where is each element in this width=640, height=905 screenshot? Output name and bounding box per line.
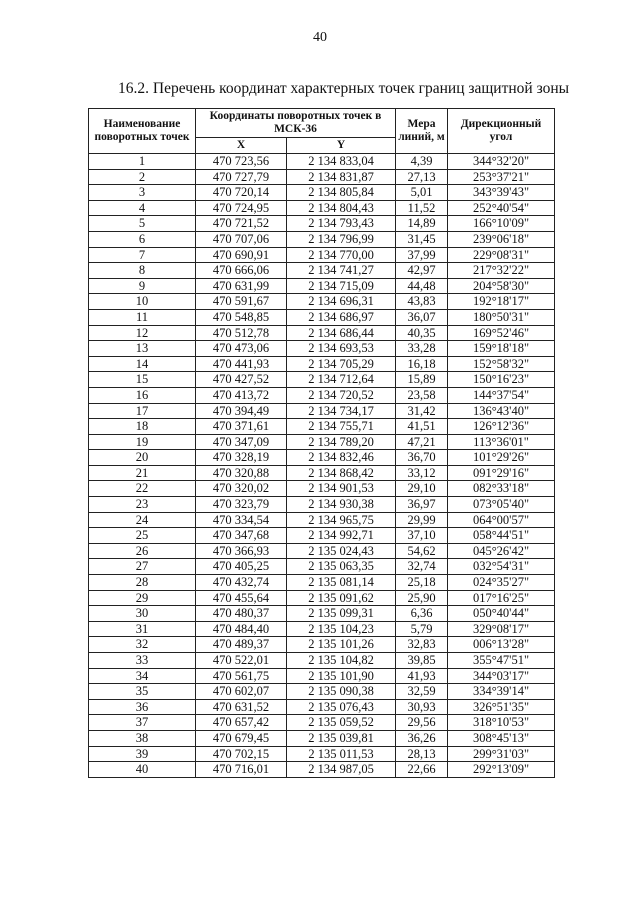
angle-cell: 169°52'46" (448, 325, 555, 341)
x-cell: 470 727,79 (196, 169, 287, 185)
y-cell: 2 134 696,31 (287, 294, 396, 310)
length-cell: 4,39 (396, 154, 448, 170)
length-cell: 43,83 (396, 294, 448, 310)
y-cell: 2 134 715,09 (287, 278, 396, 294)
x-cell: 470 405,25 (196, 559, 287, 575)
point-name-cell: 28 (89, 575, 196, 591)
angle-cell: 217°32'22" (448, 263, 555, 279)
point-name-cell: 16 (89, 387, 196, 403)
point-name-cell: 22 (89, 481, 196, 497)
x-cell: 470 716,01 (196, 762, 287, 778)
angle-cell: 318°10'53" (448, 715, 555, 731)
y-cell: 2 134 712,64 (287, 372, 396, 388)
point-name-cell: 25 (89, 528, 196, 544)
point-name-cell: 1 (89, 154, 196, 170)
table-body (89, 154, 555, 778)
angle-cell: 334°39'14" (448, 684, 555, 700)
y-cell: 2 135 076,43 (287, 699, 396, 715)
angle-cell: 229°08'31" (448, 247, 555, 263)
angle-cell: 064°00'57" (448, 512, 555, 528)
table-row (89, 154, 555, 170)
length-cell: 27,13 (396, 169, 448, 185)
table-row (89, 699, 555, 715)
table-row (89, 169, 555, 185)
angle-cell: 144°37'54" (448, 387, 555, 403)
length-cell: 6,36 (396, 606, 448, 622)
y-cell: 2 135 024,43 (287, 543, 396, 559)
point-name-cell: 10 (89, 294, 196, 310)
table-row (89, 200, 555, 216)
table-row (89, 668, 555, 684)
length-cell: 25,90 (396, 590, 448, 606)
point-name-cell: 9 (89, 278, 196, 294)
x-cell: 470 591,67 (196, 294, 287, 310)
x-cell: 470 707,06 (196, 231, 287, 247)
table-row (89, 434, 555, 450)
length-cell: 29,10 (396, 481, 448, 497)
point-name-cell: 5 (89, 216, 196, 232)
point-name-cell: 39 (89, 746, 196, 762)
point-name-cell: 34 (89, 668, 196, 684)
header-direction-angle: Дирекционный угол (448, 109, 555, 154)
header-point-name: Наименование поворотных точек (89, 109, 196, 154)
angle-cell: 329°08'17" (448, 621, 555, 637)
coordinates-table (88, 108, 555, 778)
y-cell: 2 134 705,29 (287, 356, 396, 372)
table-row (89, 419, 555, 435)
length-cell: 23,58 (396, 387, 448, 403)
x-cell: 470 473,06 (196, 341, 287, 357)
x-cell: 470 721,52 (196, 216, 287, 232)
point-name-cell: 15 (89, 372, 196, 388)
angle-cell: 180°50'31" (448, 309, 555, 325)
angle-cell: 326°51'35" (448, 699, 555, 715)
table-row (89, 684, 555, 700)
angle-cell: 239°06'18" (448, 231, 555, 247)
angle-cell: 073°05'40" (448, 497, 555, 513)
angle-cell: 136°43'40" (448, 403, 555, 419)
length-cell: 15,89 (396, 372, 448, 388)
x-cell: 470 328,19 (196, 450, 287, 466)
length-cell: 41,51 (396, 419, 448, 435)
table-row (89, 216, 555, 232)
angle-cell: 292°13'09" (448, 762, 555, 778)
x-cell: 470 702,15 (196, 746, 287, 762)
table-row (89, 621, 555, 637)
y-cell: 2 134 770,00 (287, 247, 396, 263)
angle-cell: 024°35'27" (448, 575, 555, 591)
table-row (89, 543, 555, 559)
header-y: Y (287, 138, 396, 154)
table-row (89, 450, 555, 466)
point-name-cell: 24 (89, 512, 196, 528)
length-cell: 36,70 (396, 450, 448, 466)
x-cell: 470 427,52 (196, 372, 287, 388)
page-number: 40 (313, 30, 327, 45)
table-row (89, 762, 555, 778)
length-cell: 25,18 (396, 575, 448, 591)
length-cell: 30,93 (396, 699, 448, 715)
table-row (89, 606, 555, 622)
x-cell: 470 679,45 (196, 730, 287, 746)
x-cell: 470 690,91 (196, 247, 287, 263)
table-row (89, 231, 555, 247)
point-name-cell: 4 (89, 200, 196, 216)
point-name-cell: 35 (89, 684, 196, 700)
y-cell: 2 134 930,38 (287, 497, 396, 513)
length-cell: 29,99 (396, 512, 448, 528)
table-row (89, 465, 555, 481)
point-name-cell: 32 (89, 637, 196, 653)
table-row (89, 512, 555, 528)
table-row (89, 356, 555, 372)
point-name-cell: 38 (89, 730, 196, 746)
angle-cell: 017°16'25" (448, 590, 555, 606)
y-cell: 2 134 833,04 (287, 154, 396, 170)
point-name-cell: 19 (89, 434, 196, 450)
length-cell: 32,59 (396, 684, 448, 700)
angle-cell: 299°31'03" (448, 746, 555, 762)
length-cell: 32,74 (396, 559, 448, 575)
x-cell: 470 657,42 (196, 715, 287, 731)
length-cell: 29,56 (396, 715, 448, 731)
length-cell: 33,28 (396, 341, 448, 357)
length-cell: 41,93 (396, 668, 448, 684)
point-name-cell: 37 (89, 715, 196, 731)
x-cell: 470 631,52 (196, 699, 287, 715)
angle-cell: 355°47'51" (448, 653, 555, 669)
x-cell: 470 484,40 (196, 621, 287, 637)
table-row (89, 325, 555, 341)
y-cell: 2 134 796,99 (287, 231, 396, 247)
y-cell: 2 134 805,84 (287, 185, 396, 201)
length-cell: 44,48 (396, 278, 448, 294)
x-cell: 470 320,88 (196, 465, 287, 481)
length-cell: 31,42 (396, 403, 448, 419)
angle-cell: 204°58'30" (448, 278, 555, 294)
table-row (89, 403, 555, 419)
x-cell: 470 666,06 (196, 263, 287, 279)
point-name-cell: 40 (89, 762, 196, 778)
point-name-cell: 18 (89, 419, 196, 435)
length-cell: 5,01 (396, 185, 448, 201)
angle-cell: 192°18'17" (448, 294, 555, 310)
x-cell: 470 602,07 (196, 684, 287, 700)
y-cell: 2 134 693,53 (287, 341, 396, 357)
angle-cell: 308°45'13" (448, 730, 555, 746)
point-name-cell: 20 (89, 450, 196, 466)
y-cell: 2 135 099,31 (287, 606, 396, 622)
angle-cell: 032°54'31" (448, 559, 555, 575)
x-cell: 470 480,37 (196, 606, 287, 622)
point-name-cell: 6 (89, 231, 196, 247)
section-heading: 16.2. Перечень координат характерных точек границ защитной зоны (118, 80, 570, 97)
point-name-cell: 36 (89, 699, 196, 715)
point-name-cell: 29 (89, 590, 196, 606)
length-cell: 36,07 (396, 309, 448, 325)
x-cell: 470 441,93 (196, 356, 287, 372)
y-cell: 2 135 101,26 (287, 637, 396, 653)
y-cell: 2 134 686,44 (287, 325, 396, 341)
y-cell: 2 134 868,42 (287, 465, 396, 481)
point-name-cell: 27 (89, 559, 196, 575)
angle-cell: 113°36'01" (448, 434, 555, 450)
table-row (89, 730, 555, 746)
table-row (89, 559, 555, 575)
length-cell: 11,52 (396, 200, 448, 216)
point-name-cell: 31 (89, 621, 196, 637)
y-cell: 2 135 059,52 (287, 715, 396, 731)
header-x: X (196, 138, 287, 154)
point-name-cell: 33 (89, 653, 196, 669)
x-cell: 470 512,78 (196, 325, 287, 341)
length-cell: 36,26 (396, 730, 448, 746)
length-cell: 33,12 (396, 465, 448, 481)
table-row (89, 590, 555, 606)
angle-cell: 006°13'28" (448, 637, 555, 653)
table-row (89, 481, 555, 497)
y-cell: 2 134 965,75 (287, 512, 396, 528)
x-cell: 470 347,09 (196, 434, 287, 450)
y-cell: 2 134 987,05 (287, 762, 396, 778)
x-cell: 470 394,49 (196, 403, 287, 419)
angle-cell: 150°16'23" (448, 372, 555, 388)
y-cell: 2 134 901,53 (287, 481, 396, 497)
angle-cell: 091°29'16" (448, 465, 555, 481)
point-name-cell: 8 (89, 263, 196, 279)
x-cell: 470 371,61 (196, 419, 287, 435)
table-row (89, 637, 555, 653)
angle-cell: 253°37'21" (448, 169, 555, 185)
x-cell: 470 334,54 (196, 512, 287, 528)
y-cell: 2 135 011,53 (287, 746, 396, 762)
y-cell: 2 135 091,62 (287, 590, 396, 606)
length-cell: 47,21 (396, 434, 448, 450)
y-cell: 2 135 039,81 (287, 730, 396, 746)
point-name-cell: 13 (89, 341, 196, 357)
y-cell: 2 134 992,71 (287, 528, 396, 544)
length-cell: 14,89 (396, 216, 448, 232)
y-cell: 2 135 104,23 (287, 621, 396, 637)
y-cell: 2 134 686,97 (287, 309, 396, 325)
x-cell: 470 323,79 (196, 497, 287, 513)
table-row (89, 309, 555, 325)
y-cell: 2 135 104,82 (287, 653, 396, 669)
angle-cell: 126°12'36" (448, 419, 555, 435)
table-row (89, 294, 555, 310)
point-name-cell: 2 (89, 169, 196, 185)
length-cell: 42,97 (396, 263, 448, 279)
y-cell: 2 135 081,14 (287, 575, 396, 591)
x-cell: 470 413,72 (196, 387, 287, 403)
angle-cell: 152°58'32" (448, 356, 555, 372)
header-coordinates: Координаты поворотных точек в МСК-36 (196, 109, 396, 138)
length-cell: 28,13 (396, 746, 448, 762)
y-cell: 2 134 793,43 (287, 216, 396, 232)
point-name-cell: 3 (89, 185, 196, 201)
length-cell: 36,97 (396, 497, 448, 513)
angle-cell: 159°18'18" (448, 341, 555, 357)
length-cell: 39,85 (396, 653, 448, 669)
angle-cell: 343°39'43" (448, 185, 555, 201)
length-cell: 54,62 (396, 543, 448, 559)
table-row (89, 746, 555, 762)
table-row (89, 387, 555, 403)
length-cell: 32,83 (396, 637, 448, 653)
length-cell: 37,10 (396, 528, 448, 544)
y-cell: 2 134 734,17 (287, 403, 396, 419)
table-row (89, 185, 555, 201)
length-cell: 16,18 (396, 356, 448, 372)
x-cell: 470 489,37 (196, 637, 287, 653)
angle-cell: 101°29'26" (448, 450, 555, 466)
x-cell: 470 455,64 (196, 590, 287, 606)
y-cell: 2 135 090,38 (287, 684, 396, 700)
y-cell: 2 134 720,52 (287, 387, 396, 403)
point-name-cell: 21 (89, 465, 196, 481)
table-row (89, 497, 555, 513)
x-cell: 470 723,56 (196, 154, 287, 170)
point-name-cell: 26 (89, 543, 196, 559)
point-name-cell: 14 (89, 356, 196, 372)
table-row (89, 247, 555, 263)
x-cell: 470 724,95 (196, 200, 287, 216)
x-cell: 470 522,01 (196, 653, 287, 669)
x-cell: 470 320,02 (196, 481, 287, 497)
point-name-cell: 7 (89, 247, 196, 263)
table-row (89, 653, 555, 669)
y-cell: 2 134 831,87 (287, 169, 396, 185)
point-name-cell: 17 (89, 403, 196, 419)
y-cell: 2 134 832,46 (287, 450, 396, 466)
table-row (89, 715, 555, 731)
table-row (89, 263, 555, 279)
angle-cell: 045°26'42" (448, 543, 555, 559)
x-cell: 470 561,75 (196, 668, 287, 684)
angle-cell: 082°33'18" (448, 481, 555, 497)
y-cell: 2 134 804,43 (287, 200, 396, 216)
point-name-cell: 12 (89, 325, 196, 341)
table-row (89, 575, 555, 591)
header-line-length: Мера линий, м (396, 109, 448, 154)
x-cell: 470 720,14 (196, 185, 287, 201)
angle-cell: 058°44'51" (448, 528, 555, 544)
table-row (89, 528, 555, 544)
y-cell: 2 135 063,35 (287, 559, 396, 575)
length-cell: 31,45 (396, 231, 448, 247)
angle-cell: 344°03'17" (448, 668, 555, 684)
table-row (89, 372, 555, 388)
x-cell: 470 631,99 (196, 278, 287, 294)
angle-cell: 050°40'44" (448, 606, 555, 622)
angle-cell: 344°32'20" (448, 154, 555, 170)
angle-cell: 252°40'54" (448, 200, 555, 216)
point-name-cell: 23 (89, 497, 196, 513)
length-cell: 5,79 (396, 621, 448, 637)
point-name-cell: 30 (89, 606, 196, 622)
point-name-cell: 11 (89, 309, 196, 325)
y-cell: 2 134 755,71 (287, 419, 396, 435)
length-cell: 40,35 (396, 325, 448, 341)
length-cell: 22,66 (396, 762, 448, 778)
y-cell: 2 134 789,20 (287, 434, 396, 450)
x-cell: 470 366,93 (196, 543, 287, 559)
x-cell: 470 432,74 (196, 575, 287, 591)
x-cell: 470 548,85 (196, 309, 287, 325)
table-row (89, 278, 555, 294)
y-cell: 2 135 101,90 (287, 668, 396, 684)
length-cell: 37,99 (396, 247, 448, 263)
x-cell: 470 347,68 (196, 528, 287, 544)
angle-cell: 166°10'09" (448, 216, 555, 232)
table-row (89, 341, 555, 357)
y-cell: 2 134 741,27 (287, 263, 396, 279)
